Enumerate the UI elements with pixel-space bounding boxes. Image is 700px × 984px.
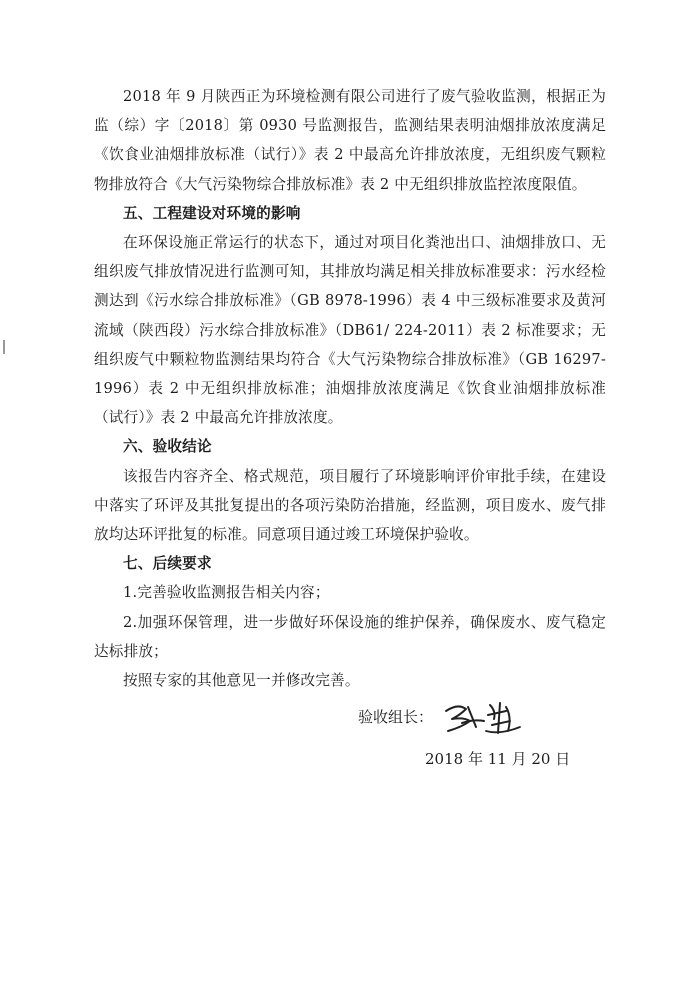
document-body (94, 82, 606, 695)
section-heading-acceptance-conclusion: 六、验收结论 (123, 438, 212, 456)
scan-edge-mark (3, 340, 5, 354)
signature-label: 验收组长： (358, 708, 434, 726)
follow-up-item-2: 2.加强环保管理，进一步做好环保设施的维护保养，确保废水、废气稳定达标排放； (94, 613, 606, 660)
section-heading-environmental-impact: 五、工程建设对环境的影响 (123, 204, 301, 222)
signature-date: 2018 年 11 月 20 日 (425, 750, 571, 768)
signature-block (358, 697, 540, 727)
paragraph-expert-opinions: 按照专家的其他意见一并修改完善。 (123, 672, 360, 690)
handwritten-signature (440, 697, 540, 737)
section-heading-follow-up-requirements: 七、后续要求 (123, 555, 212, 573)
paragraph-monitoring-results: 2018 年 9 月陕西正为环境检测有限公司进行了废气验收监测，根据正为监（综）字〔2018〕第 0930 号监测报告，监测结果表明油烟排放浓度满足《饮食业油烟排放标准（试行）》表 2 中最高允许排放浓度，无组织废气颗粒物排放符合《大气污染物综合排放标准》表 2 中无组织排放监控浓度限值。 (94, 88, 606, 193)
paragraph-acceptance-conclusion: 该报告内容齐全、格式规范，项目履行了环境影响评价审批手续，在建设中落实了环评及其批复提出的各项污染防治措施，经监测，项目废水、废气排放均达环评批复的标准。同意项目通过竣工环境保护验收。 (94, 467, 606, 544)
follow-up-item-1: 1.完善验收监测报告相关内容； (123, 584, 330, 602)
paragraph-environmental-impact: 在环保设施正常运行的状态下，通过对项目化粪池出口、油烟排放口、无组织废气排放情况进行监测可知，其排放均满足相关排放标准要求：污水经检测达到《污水综合排放标准》（GB 8978-1996）表 4 中三级标准要求及黄河流域（陕西段）污水综合排放标准》（DB61/ 224-2011）表 2 标准要求；无组织废气中颗粒物监测结果均符合《大气污染物综合排放标准》（GB 16297-1996）表 2 中无组织排放标准；油烟排放浓度满足《饮食业油烟排放标准（试行）》表 2 中最高允许排放浓度。 (94, 234, 606, 427)
